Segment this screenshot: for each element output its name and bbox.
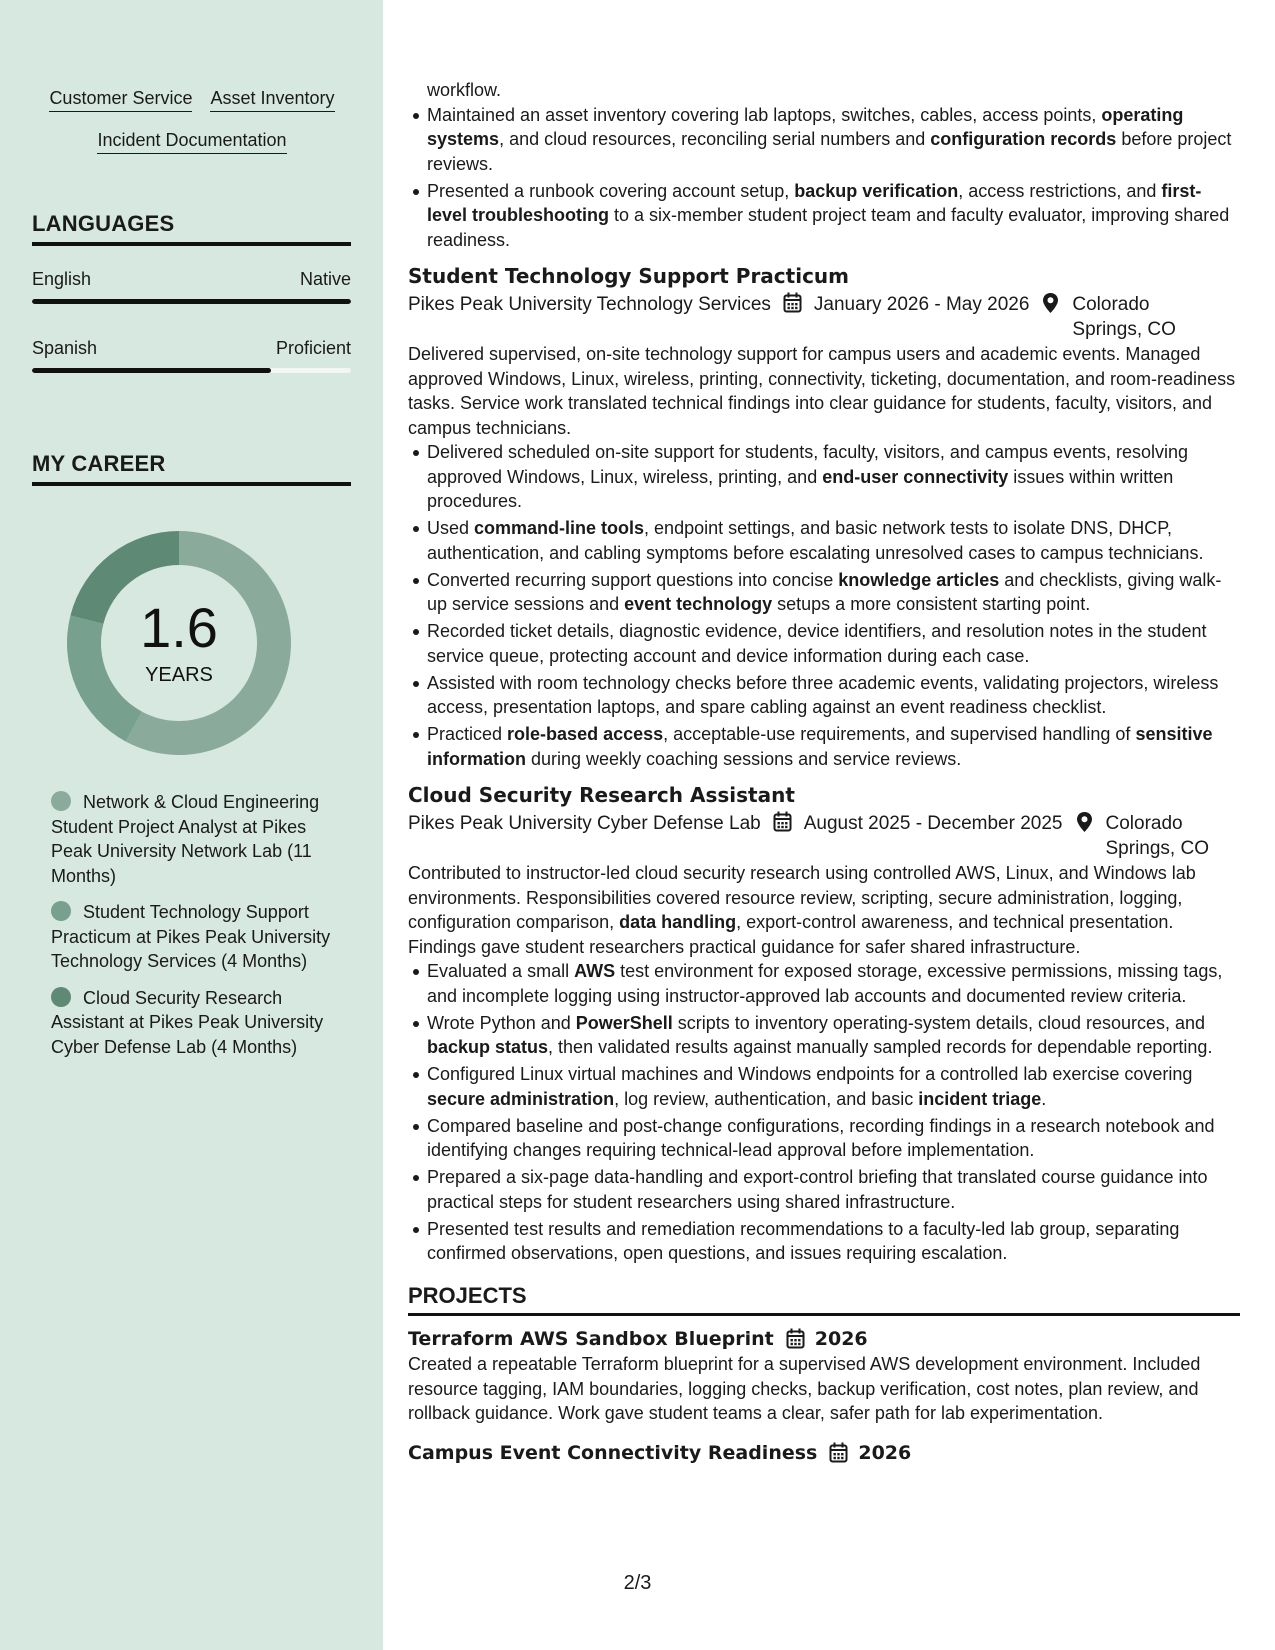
job-location: Colorado Springs, CO bbox=[1072, 294, 1176, 340]
job-title: Cloud Security Research Assistant bbox=[408, 783, 795, 807]
job-meta bbox=[408, 811, 1240, 861]
career-list bbox=[51, 790, 336, 1071]
career-item-text: Student Technology Support Practicum at Pikes Peak University Technology Services (4 Months) bbox=[51, 902, 331, 971]
job-bullets bbox=[408, 959, 1240, 1266]
job-summary: Delivered supervised, on-site technology support for campus users and academic events. Managed approved Windows, Linux, wireless, printing, connectivity, ticketing, documentation, and room-readiness tasks. Service work translated technical findings into clear guidance for students, faculty, visitors, and campus technicians. bbox=[408, 344, 1236, 438]
location-pin-icon bbox=[1075, 811, 1094, 833]
language-name: Spanish bbox=[32, 338, 98, 358]
language-bar bbox=[32, 368, 351, 373]
skill-tag: Incident Documentation bbox=[97, 130, 286, 154]
job-bullets bbox=[408, 440, 1240, 771]
job-dates: August 2025 - December 2025 bbox=[803, 813, 1063, 834]
project-title: Campus Event Connectivity Readiness bbox=[408, 1441, 818, 1464]
career-item bbox=[51, 790, 336, 888]
project-title: Terraform AWS Sandbox Blueprint bbox=[408, 1328, 774, 1350]
bullet-item: Maintained an asset inventory covering lab laptops, switches, cables, access points, operating systems, and cloud resources, reconciling serial numbers and configuration records before project reviews. bbox=[427, 103, 1240, 177]
bullet-item: Practiced role-based access, acceptable-use requirements, and supervised handling of sensitive information during weekly coaching sessions and service reviews. bbox=[427, 722, 1240, 771]
project-entry bbox=[408, 1326, 1240, 1426]
skill-tag: Customer Service bbox=[49, 88, 192, 112]
language-bar bbox=[32, 299, 351, 304]
project-header bbox=[408, 1440, 1240, 1466]
career-legend-dot bbox=[51, 987, 71, 1007]
sidebar bbox=[0, 0, 383, 1650]
languages-heading: LANGUAGES bbox=[32, 211, 351, 246]
career-item bbox=[51, 900, 336, 974]
job-summary: Contributed to instructor-led cloud security research using controlled AWS, Linux, and Windows lab environments. Responsibilities covered resource review, scripting, secure administration, logging, configuration comparison, data handling, export-control awareness, and technical presentation. Findings gave student researchers practical guidance for safer shared infrastructure. bbox=[408, 863, 1196, 957]
bullet-item: Configured Linux virtual machines and Windows endpoints for a controlled lab exercise covering secure administration, log review, authentication, and basic incident triage. bbox=[427, 1062, 1240, 1111]
job-meta bbox=[408, 292, 1240, 342]
career-item bbox=[51, 986, 336, 1060]
bullet-item: Presented a runbook covering account setup, backup verification, access restrictions, and first-level troubleshooting to a six-member student project team and faculty evaluator, improving shared readiness. bbox=[427, 179, 1240, 253]
language-level: Proficient bbox=[275, 338, 351, 358]
language-bar-fill bbox=[32, 299, 351, 304]
calendar-icon bbox=[829, 1442, 848, 1464]
job-entry bbox=[408, 781, 1240, 1266]
calendar-icon bbox=[786, 1328, 805, 1350]
job-dates: January 2026 - May 2026 bbox=[813, 294, 1030, 315]
project-description: Created a repeatable Terraform blueprint for a supervised AWS development environment. Included resource tagging, IAM boundaries, logging checks, backup verification, cost notes, plan review, and rollback guidance. Work gave student teams a clear, safer path for lab experimentation. bbox=[408, 1354, 1201, 1423]
project-header bbox=[408, 1326, 1240, 1352]
career-legend-dot bbox=[51, 791, 71, 811]
calendar-icon bbox=[783, 292, 802, 314]
bullet-item: Prepared a six-page data-handling and export-control briefing that translated course guidance into practical steps for student researchers using shared infrastructure. bbox=[427, 1165, 1240, 1214]
bullet-item: Wrote Python and PowerShell scripts to inventory operating-system details, cloud resources, and backup status, then validated results against manually sampled records for dependable reporting. bbox=[427, 1011, 1240, 1060]
career-item-text: Cloud Security Research Assistant at Pikes Peak University Cyber Defense Lab (4 Months) bbox=[51, 987, 324, 1057]
skill-tags bbox=[32, 88, 352, 154]
language-name: English bbox=[32, 269, 92, 289]
job-title: Student Technology Support Practicum bbox=[408, 264, 850, 288]
main-content bbox=[408, 78, 1240, 1466]
job-location: Colorado Springs, CO bbox=[1105, 813, 1209, 859]
language-bar-fill bbox=[32, 368, 271, 373]
bullet-item: Evaluated a small AWS test environment for exposed storage, excessive permissions, missing tags, and incomplete logging using instructor-approved lab accounts and documented review criteria. bbox=[427, 959, 1240, 1008]
calendar-icon bbox=[773, 811, 792, 833]
skill-tag: Asset Inventory bbox=[210, 88, 334, 112]
career-item-text: Network & Cloud Engineering Student Project Analyst at Pikes Peak University Network Lab (11 Months) bbox=[51, 792, 320, 886]
bullet-item: Used command-line tools, endpoint settings, and basic network tests to isolate DNS, DHCP, authentication, and cabling symptoms before escalating unresolved cases to campus technicians. bbox=[427, 516, 1240, 565]
job-company: Pikes Peak University Cyber Defense Lab bbox=[408, 813, 761, 834]
career-heading: MY CAREER bbox=[32, 451, 351, 486]
career-legend-dot bbox=[51, 901, 71, 921]
bullet-item: Delivered scheduled on-site support for students, faculty, visitors, and campus events, resolving approved Windows, Linux, wireless, printing, and end-user connectivity issues within written procedures. bbox=[427, 440, 1240, 514]
job-company: Pikes Peak University Technology Services bbox=[408, 294, 771, 315]
page-number: 2/3 bbox=[623, 1572, 652, 1594]
project-year: 2026 bbox=[858, 1441, 912, 1464]
career-total-value: 1.6 bbox=[140, 596, 218, 659]
language-level: Native bbox=[299, 269, 351, 289]
career-total-unit: YEARS bbox=[145, 664, 213, 686]
location-pin-icon bbox=[1041, 292, 1060, 314]
project-entry bbox=[408, 1440, 1240, 1466]
job-entry bbox=[408, 262, 1240, 771]
bullet-item: Presented test results and remediation recommendations to a faculty-led lab group, separating confirmed observations, open questions, and issues requiring escalation. bbox=[427, 1217, 1240, 1266]
bullet-item: Converted recurring support questions into concise knowledge articles and checklists, giving walk-up service sessions and event technology setups a more consistent starting point. bbox=[427, 568, 1240, 617]
bullet-item: Assisted with room technology checks before three academic events, validating projectors, wireless access, presentation laptops, and spare cabling against an event readiness checklist. bbox=[427, 671, 1240, 720]
job-continuation-text: workflow. bbox=[427, 80, 502, 100]
bullet-item: Recorded ticket details, diagnostic evidence, device identifiers, and resolution notes in the student service queue, protecting account and device information during each case. bbox=[427, 619, 1240, 668]
previous-job-bullets bbox=[408, 103, 1240, 253]
bullet-item: Compared baseline and post-change configurations, recording findings in a research notebook and identifying changes requiring technical-lead approval before implementation. bbox=[427, 1114, 1240, 1163]
projects-heading: PROJECTS bbox=[408, 1284, 1240, 1317]
language-row bbox=[32, 338, 351, 359]
language-row bbox=[32, 269, 351, 290]
project-year: 2026 bbox=[814, 1328, 868, 1350]
